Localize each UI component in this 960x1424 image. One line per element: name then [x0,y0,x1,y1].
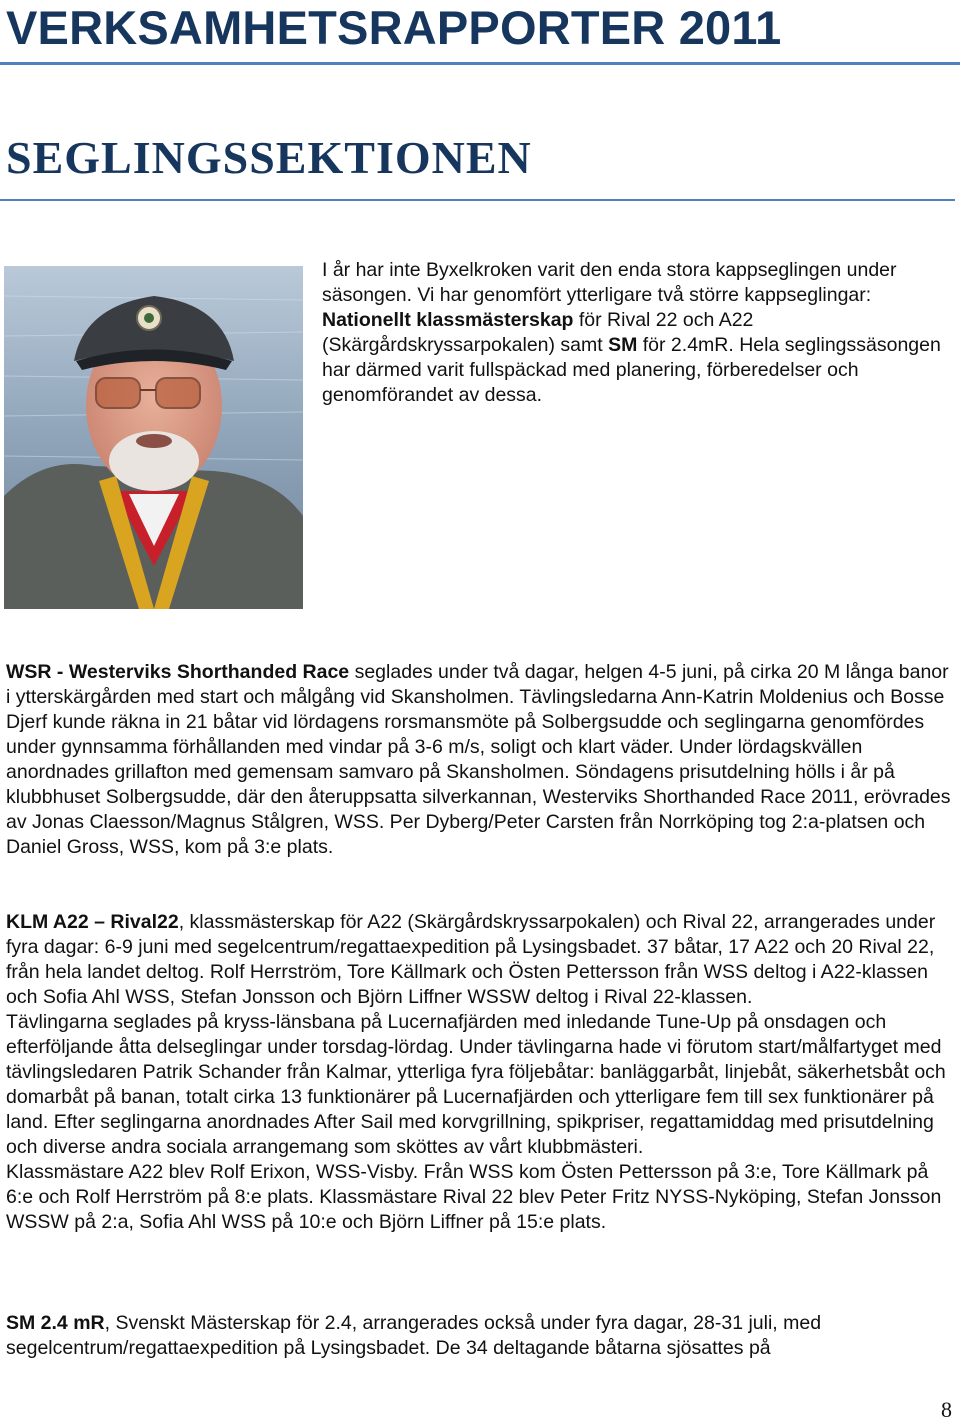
wsr-text: seglades under två dagar, helgen 4-5 juni, på cirka 20 M långa banor i ytterskärgården med start och målgång vid Skansholmen. Tävlingsledarna Ann-Katrin Moldenius och Bosse Djerf kunde räkna in 21 båtar vid lördagens rorsmansmöte på Solbergsudde och seglingarna genomfördes under gynnsamma förhållanden med vindar på 3-6 m/s, soligt och klart väder. Under lördagskvällen anordnades grillafton med gemensam samvaro på Skansholmen. Söndagens prisutdelning hölls i år på klubbhuset Solbergsudde, där den återuppsatta silverkannan, Westerviks Shorthanded Race 2011, erövrades av Jonas Claesson/Magnus Stålgren, WSS. Per Dyberg/Peter Carsten från Norrköping tog 2:a-platsen och Daniel Gross, WSS, kom på 3:e plats. [6,661,951,858]
sm-text: , Svenskt Mästerskap för 2.4, arrangerades också under fyra dagar, 28-31 juli, med segelcentrum/regattaexpedition på Lysingsbadet. De 34 deltagande båtarna sjösattes på [6,1312,822,1359]
intro-text-2: för Rival 22 och A22 (Skärgårdskryssarpokalen) samt [322,309,754,356]
report-title: VERKSAMHETSRAPPORTER 2011 [6,1,782,54]
wsr-paragraph [6,660,951,860]
header-divider [0,62,960,65]
portrait-photo [4,266,303,609]
sm-heading: SM 2.4 mR [6,1312,105,1334]
klm-text: , klassmästerskap för A22 (Skärgårdskryssarpokalen) och Rival 22, arrangerades under fyra dagar: 6-9 juni med segelcentrum/regattaexpedition på Lysingsbadet. 37 båtar, 17 A22 och 20 Rival 22, från hela landet deltog. Rolf Herrström, Tore Källmark och Östen Pettersson från WSS deltog i A22-klassen och Sofia Ahl WSS, Stefan Jonsson och Björn Liffner WSSW deltog i Rival 22-klassen. [6,911,936,1008]
klm-section [6,910,951,1235]
wsr-heading: WSR - Westerviks Shorthanded Race [6,661,350,683]
sm-paragraph [6,1311,951,1361]
klm-heading: KLM A22 – Rival22 [6,911,179,933]
klm-paragraph-3: Klassmästare A22 blev Rolf Erixon, WSS-Visby. Från WSS kom Östen Pettersson på 3:e, Tore Källmark på 6:e och Rolf Herrström på 8:e plats. Klassmästare Rival 22 blev Peter Fritz NYSS-Nyköping, Stefan Jonsson WSSW på 2:a, Sofia Ahl WSS på 10:e och Björn Liffner på 15:e plats. [6,1161,942,1233]
intro-paragraph [322,258,942,408]
intro-text-3: för 2.4mR. Hela seglingssäsongen har därmed varit fullspäckad med planering, förberedelser och genomförandet av dessa. [322,334,941,406]
intro-bold-1: Nationellt klassmästerskap [322,309,574,331]
page-number: 8 [941,1397,952,1422]
klm-paragraph-2: Tävlingarna seglades på kryss-länsbana på Lucernafjärden med inledande Tune-Up på onsdagen och efterföljande åtta delseglingar under torsdag-lördag. Under tävlingarna hade vi förutom start/målfartyget med tävlingsledaren Patrik Schander från Kalmar, ytterliga fyra följebåtar: banläggarbåt, linjebåt, säkerhetsbåt och domarbåt på banan, totalt cirka 13 funktionärer på Lucernafjärden och ytterligare fem till sex funktionärer på land. Efter seglingarna anordnades After Sail med korvgrillning, spikpriser, regattamiddag med prisutdelning och diverse andra sociala arrangemang som sköttes av vårt klubbmästeri. [6,1011,946,1158]
section-title: SEGLINGSSEKTIONEN [6,132,532,183]
intro-text-1: I år har inte Byxelkroken varit den enda stora kappseglingen under säsongen. Vi har genomfört ytterligare två större kappseglingar: [322,259,897,306]
section-divider [0,199,955,201]
intro-bold-2: SM [608,334,638,356]
